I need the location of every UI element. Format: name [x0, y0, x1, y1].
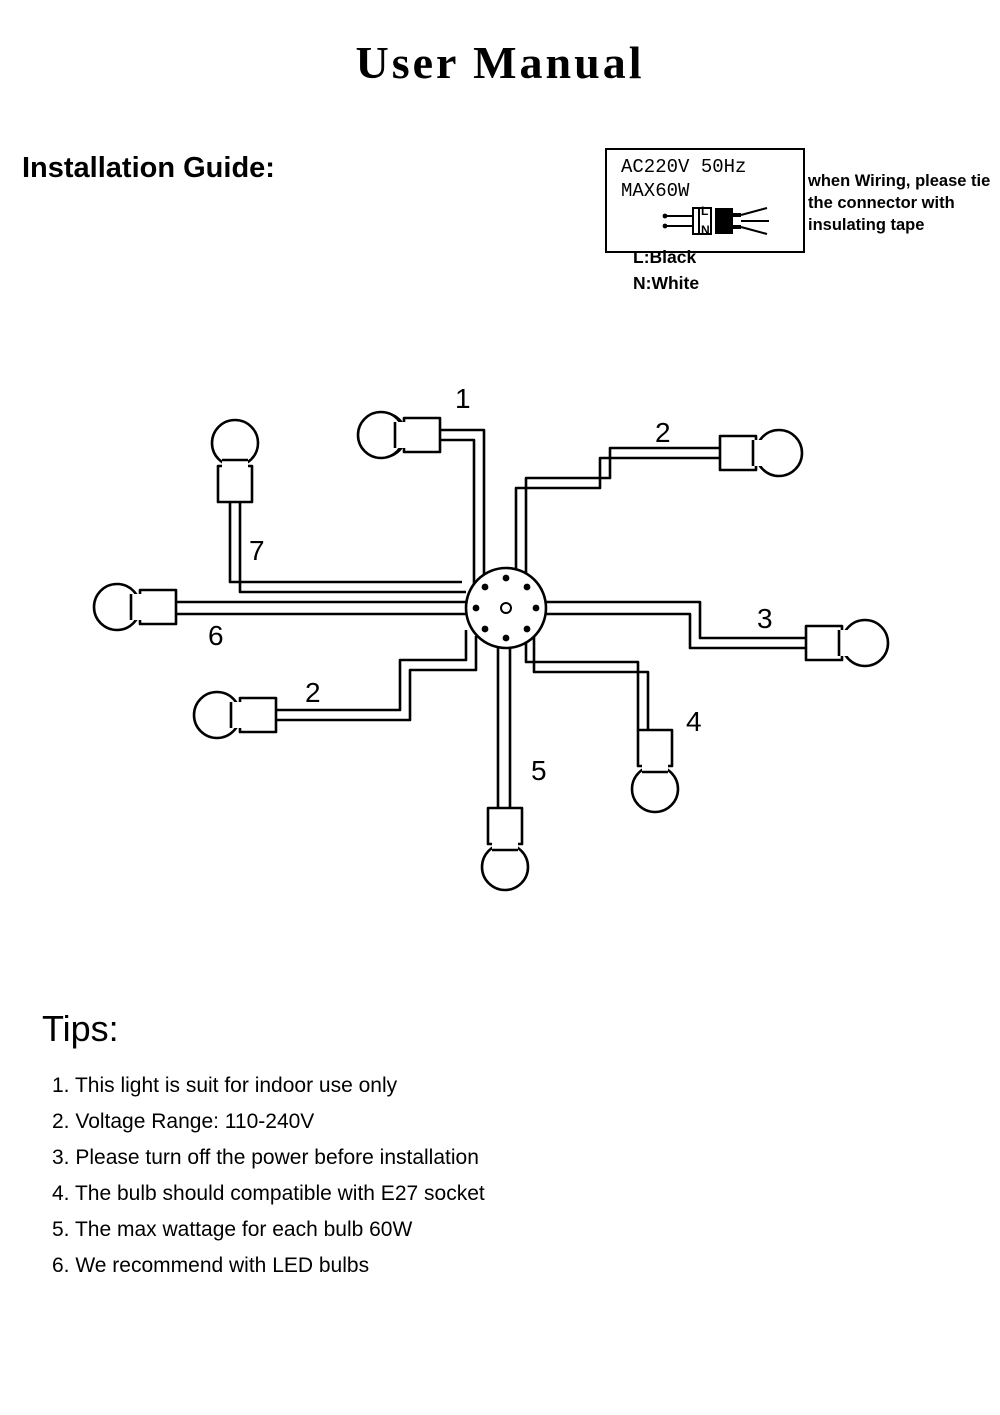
- spec-wattage-text: MAX60W: [621, 180, 690, 202]
- legend-live-wire: L:Black: [633, 247, 697, 267]
- legend-neutral-wire: N:White: [633, 273, 700, 293]
- arm-label-4: 4: [686, 706, 702, 737]
- list-item: 1. This light is suit for indoor use only: [52, 1074, 398, 1097]
- terminal-n-label: N: [701, 223, 710, 237]
- arm-label-2-lower: 2: [305, 677, 321, 708]
- arm-label-2-upper: 2: [655, 417, 671, 448]
- list-item: 4. The bulb should compatible with E27 socket: [52, 1182, 485, 1205]
- spec-box: [605, 148, 805, 253]
- list-item: 6. We recommend with LED bulbs: [52, 1254, 370, 1277]
- tips-list: [52, 1068, 852, 1284]
- wiring-note-text: when Wiring, please tie the connector with insulating tape: [808, 172, 991, 234]
- arm-label-6: 6: [208, 620, 224, 651]
- arm-label-1: 1: [455, 383, 471, 414]
- list-item: 5. The max wattage for each bulb 60W: [52, 1218, 413, 1241]
- arm-label-7: 7: [249, 535, 265, 566]
- arm-label-5: 5: [531, 755, 547, 786]
- arm-label-3: 3: [757, 603, 773, 634]
- list-item: 3. Please turn off the power before installation: [52, 1146, 479, 1169]
- list-item: 2. Voltage Range: 110-240V: [52, 1110, 315, 1133]
- connector-diagram-icon: [607, 202, 803, 248]
- terminal-l-label: L: [701, 204, 709, 218]
- lamp-assembly-diagram: [0, 330, 1000, 950]
- spec-voltage-text: AC220V 50Hz: [621, 156, 747, 178]
- page-title: User Manual: [355, 37, 645, 88]
- installation-guide-heading: Installation Guide:: [22, 152, 275, 184]
- tips-heading: Tips:: [42, 1008, 119, 1049]
